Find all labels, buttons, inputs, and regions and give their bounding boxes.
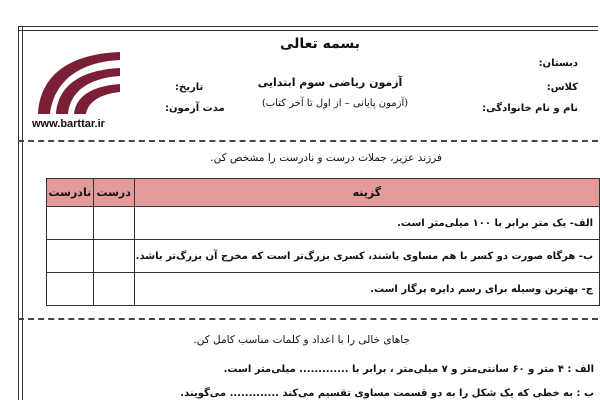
frame-left-border: [18, 26, 23, 400]
incorrect-answer-cell[interactable]: [47, 207, 94, 240]
correct-answer-cell[interactable]: [93, 240, 134, 273]
exam-title: آزمون ریاضی سوم ابتدایی: [257, 76, 403, 89]
table-row: [47, 273, 600, 306]
fill-blank-item: ب : به خطی که یک شکل را به دو قسمت مساوی تقسیم می‌کند ............. می‌گویند.: [180, 388, 594, 399]
school-label: دبستان:: [538, 58, 578, 69]
table-header-row: [47, 179, 600, 207]
section-divider: [18, 140, 598, 142]
exam-subtitle: (آزمون پایانی – از اول تا آخر کتاب): [261, 98, 409, 109]
date-label: تاریخ:: [175, 82, 204, 93]
table-row: [47, 240, 600, 273]
statement-cell: ج- بهترین وسیله برای رسم دایره پرگار است.: [134, 273, 599, 306]
incorrect-column-header: نادرست: [47, 179, 94, 207]
class-label: کلاس:: [546, 82, 578, 93]
table-row: [47, 207, 600, 240]
student-name-label: نام و نام خانوادگی:: [482, 103, 578, 114]
true-false-table: [46, 178, 600, 306]
page-title: بسمه تعالی: [279, 36, 361, 52]
correct-column-header: درست: [93, 179, 134, 207]
section2-instruction: جاهای خالی را با اعداد و کلمات مناسب کامل کن.: [193, 334, 410, 346]
option-column-header: گزینه: [134, 179, 599, 207]
section-divider: [18, 318, 598, 320]
duration-label: مدت آزمون:: [165, 103, 225, 114]
section1-instruction: فرزند عزیز، جملات درست و نادرست را مشخص کن.: [210, 152, 442, 164]
fill-blank-item: الف : ۴ متر و ۶۰ سانتی‌متر و ۷ میلی‌متر ، برابر با ............. میلی‌متر است.: [223, 364, 594, 375]
incorrect-answer-cell[interactable]: [47, 273, 94, 306]
correct-answer-cell[interactable]: [93, 207, 134, 240]
frame-top-border: [18, 26, 598, 31]
barttar-logo-icon: [28, 46, 124, 116]
website-url: www.barttar.ir: [32, 118, 105, 130]
statement-cell: ب- هرگاه صورت دو کسر با هم مساوی باشند، کسری بزرگ‌تر است که مخرج آن بزرگ‌تر باشد.: [134, 240, 599, 273]
statement-cell: الف- یک متر برابر با ۱۰۰ میلی‌متر است.: [134, 207, 599, 240]
incorrect-answer-cell[interactable]: [47, 240, 94, 273]
correct-answer-cell[interactable]: [93, 273, 134, 306]
